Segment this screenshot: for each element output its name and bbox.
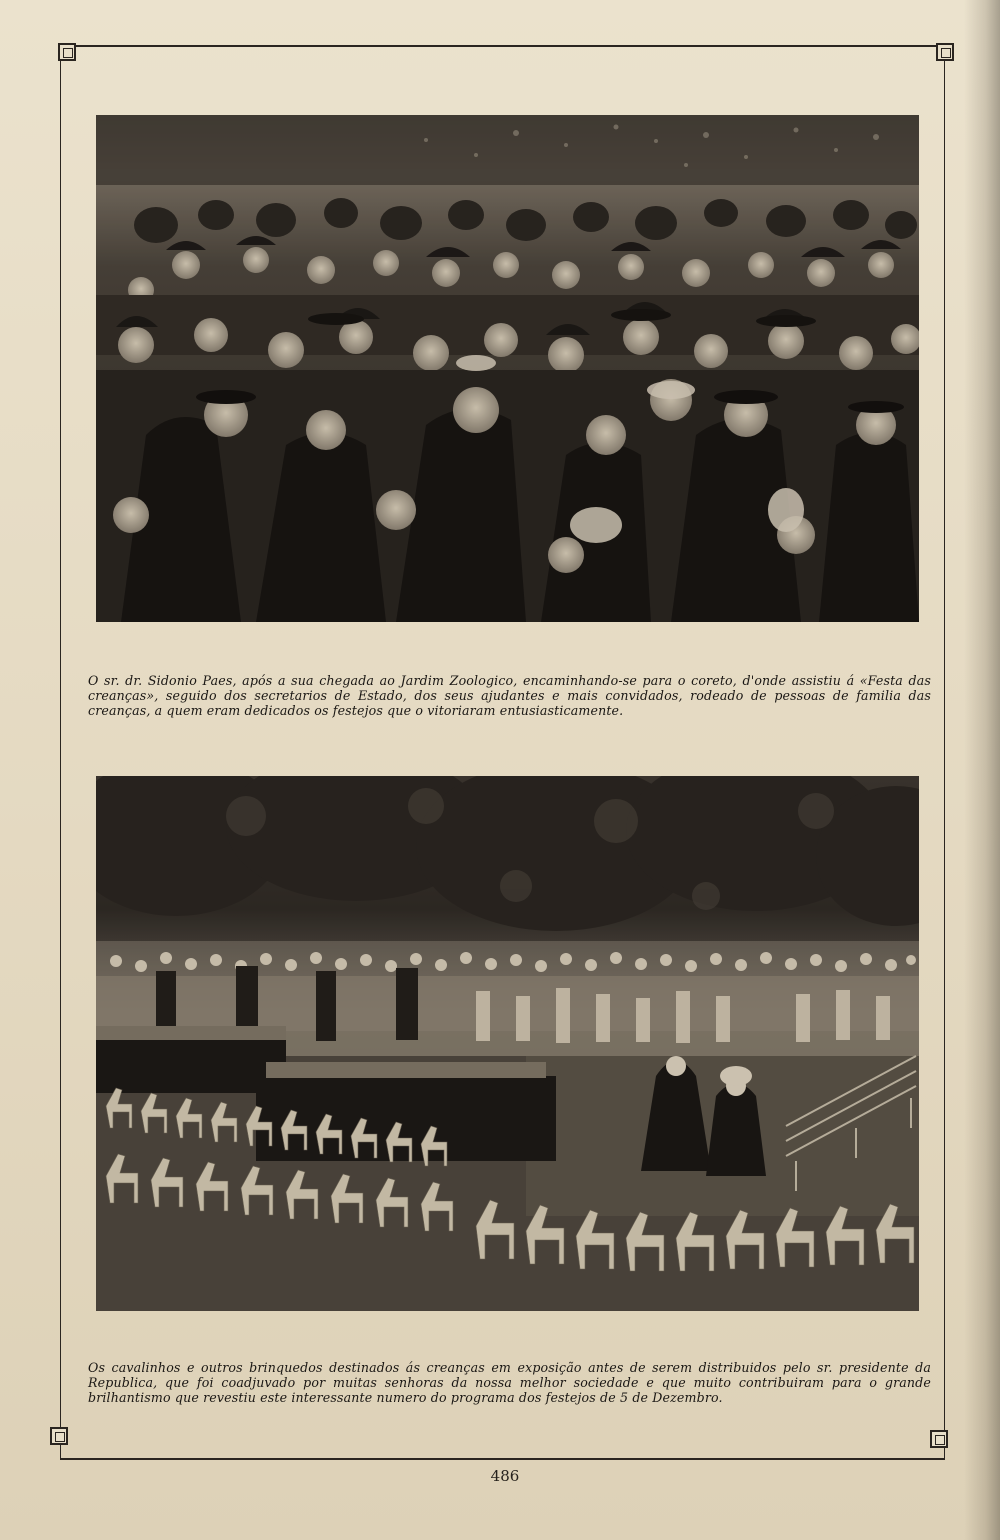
corner-ornament-top-left — [58, 43, 76, 61]
page-gutter-shadow — [964, 0, 1000, 1540]
photo-caption-bottom: Os cavalinhos e outros brinquedos destinados ás creanças em exposição antes de serem distribuidos pelo sr. presidente da Republica, que foi coadjuvado por muitas senhoras da nossa melhor sociedade e que muito contribuiram para o grande brilhantismo que revestiu este interessante numero do programa dos festejos de 5 de Dezembro. — [88, 1360, 931, 1405]
photo-crowd-at-zoo — [96, 115, 919, 622]
corner-ornament-bottom-right — [930, 1430, 948, 1448]
page-number: 486 — [490, 1467, 520, 1485]
photo-crowd-image — [96, 115, 919, 622]
corner-ornament-top-right — [936, 43, 954, 61]
photo-toys-image — [96, 776, 919, 1311]
photo-toy-horses-exhibition — [96, 776, 919, 1311]
corner-ornament-bottom-left — [50, 1427, 68, 1445]
photo-caption-top: O sr. dr. Sidonio Paes, após a sua chegada ao Jardim Zoologico, encaminhando-se para o coreto, d'onde assistiu á «Festa das creanças», seguido dos secretarios de Estado, dos seus ajudantes e mais convidados, rodeado de pessoas de familia das creanças, a quem eram dedicados os festejos que o vitoriaram entusiasticamente. — [88, 673, 931, 718]
